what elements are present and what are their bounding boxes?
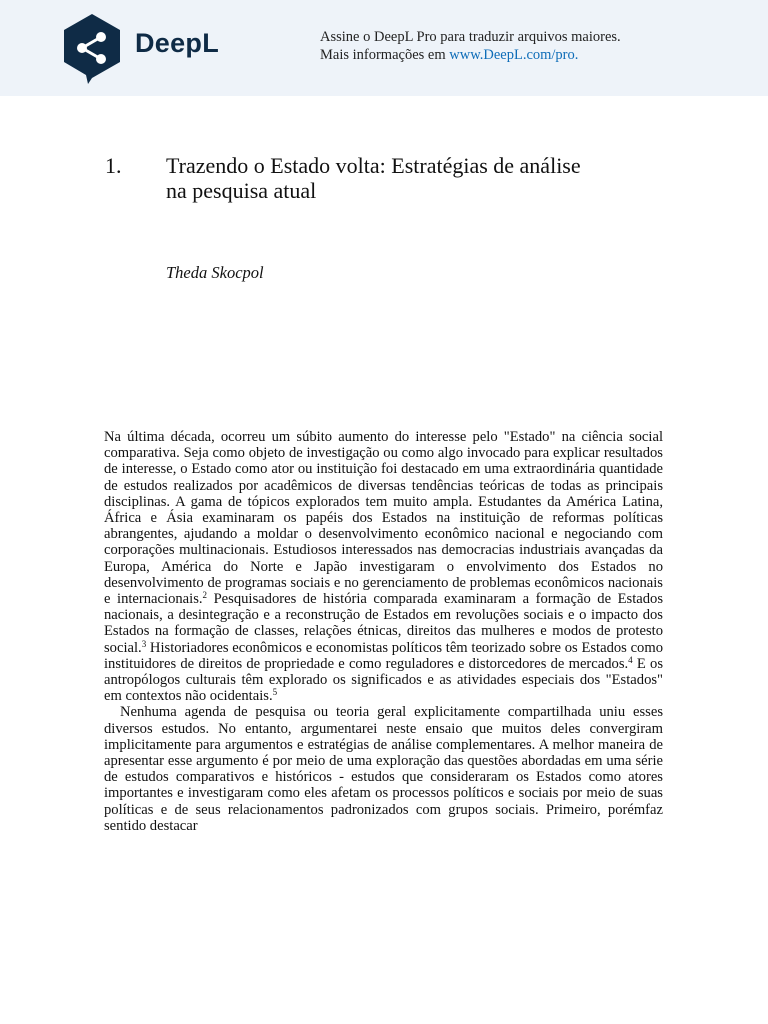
footnote-ref-2[interactable]: 2 xyxy=(202,590,208,601)
chapter-number: 1. xyxy=(105,153,122,178)
footnote-ref-5[interactable]: 5 xyxy=(272,687,278,698)
promo-line-1: Assine o DeepL Pro para traduzir arquivos maiores. xyxy=(320,29,621,45)
promo-line-2: Mais informações em www.DeepL.com/pro. xyxy=(320,47,579,63)
paragraph-1: Na última década, ocorreu um súbito aumento do interesse pelo "Estado" na ciência social comparativa. Seja como objeto de investigação ou como algo invocado para explicar resultados de interesse, o Estado como ator ou instituição foi destacado em uma extraordinária quantidade de estudos realizados por acadêmicos de diversas tendências teóricas de todas as principais disciplinas. A gama de tópicos explorados tem muito ampla. Estudantes da América Latina, África e Ásia examinaram os papéis dos Estados na instituição de reformas políticas abrangentes, ajudando a moldar o desenvolvimento econômico nacional e negociando com corporações multinacionais. Estudiosos interessados nas democracias industriais avançadas da Europa, América do Norte e Japão investigaram o envolvimento dos Estados no desenvolvimento de programas sociais e no gerenciamento de problemas econômicos nacionais e internacionais.$^2$ Pesquisadores de história comparada examinaram a formação de Estados nacionais, a desintegração e a reconstrução de Estados em revoluções sociais e o impacto dos Estados na formação de classes, relações étnicas, direitos das mulheres e modos de protesto social.$^3$ Historiadores econômicos e economistas políticos têm teorizado sobre os Estados como instituidores de direitos de propriedade e como reguladores e distorcedores de mercados.$^4$ E os antropólogos culturais têm explorado os significados e as atividades especiais dos "Estados" em contextos não ocidentais.$^5$ xyxy=(104,429,663,705)
deepl-logo-text[interactable]: DeepL xyxy=(135,28,220,58)
deepl-banner xyxy=(0,0,768,96)
body-text xyxy=(104,429,663,834)
chapter-title: Trazendo o Estado volta: Estratégias de análise na pesquisa atual xyxy=(166,153,581,203)
footnote-ref-4[interactable]: 4 xyxy=(628,654,633,665)
footnote-ref-3[interactable]: 3 xyxy=(141,638,147,649)
author-name: Theda Skocpol xyxy=(166,263,264,282)
paragraph-2: Nenhuma agenda de pesquisa ou teoria geral explicitamente compartilhada uniu esses diversos estudos. No entanto, argumentarei neste ensaio que muitos deles convergiram implicitamente para argumentos e estratégias de análise complementares. A melhor maneira de apresentar esse argumento é por meio de uma exploração das questões abordadas em uma série de estudos comparativos e históricos - estudos que consideraram os Estados como atores importantes e investigaram como eles afetam os processos políticos e sociais por meio de suas políticas e de seus relacionamentos padronizados com grupos sociais. Primeiro, porémfaz sentido destacar xyxy=(104,704,663,834)
promo-message xyxy=(320,28,740,64)
deepl-logo-icon[interactable] xyxy=(60,12,124,84)
deepl-pro-link[interactable]: www.DeepL.com/pro. xyxy=(449,47,579,63)
